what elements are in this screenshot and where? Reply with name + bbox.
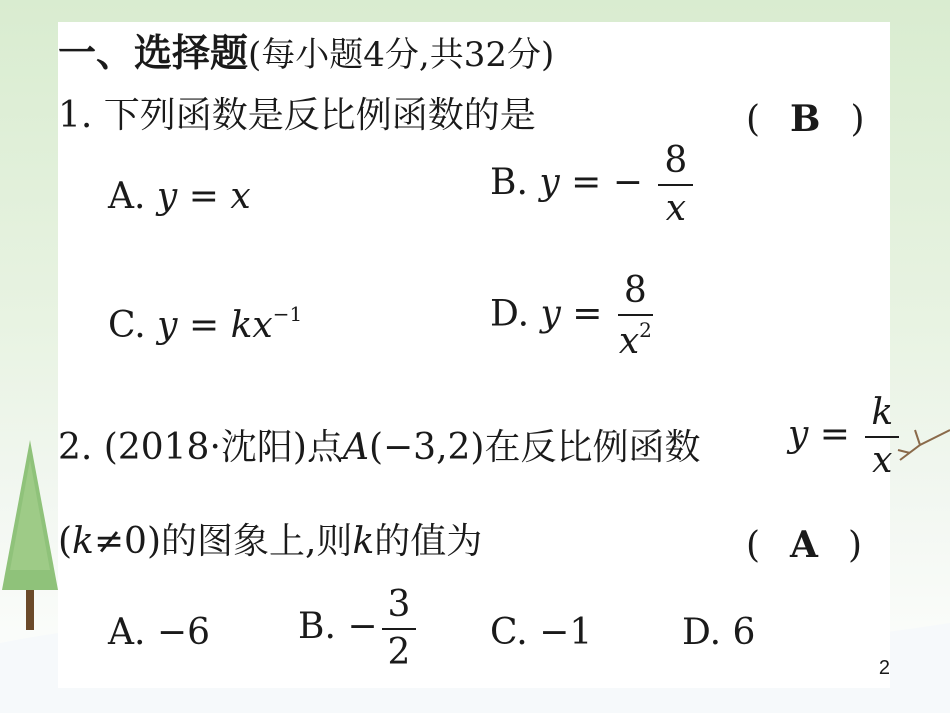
q1-option-c-rhs: kx — [230, 305, 273, 346]
q1-option-c-y: y — [157, 305, 178, 346]
q1-answer: B — [790, 98, 821, 140]
section-header — [58, 31, 555, 75]
q2-option-c-value: −1 — [539, 612, 593, 653]
q2-option-a — [108, 612, 210, 653]
q2-option-b-label: B. — [298, 605, 336, 647]
q1-stem: 1. 下列函数是反比例函数的是 — [58, 95, 536, 136]
q2-denominator: x — [872, 439, 893, 481]
q2-condition: ≠0)的图象上,则 — [93, 521, 353, 562]
q2-answer: A — [790, 524, 818, 566]
q2-option-b-sign: − — [347, 605, 378, 647]
q2-option-b — [298, 586, 416, 672]
q1-option-b-label: B. — [490, 161, 528, 203]
q2-k-second: k — [352, 521, 375, 562]
q1-option-b-y: y — [539, 161, 560, 203]
q2-stem-text: 在反比例函数 — [484, 427, 701, 468]
q1-option-a-label: A. — [108, 176, 146, 217]
q2-function-eq: = — [819, 413, 850, 455]
q1-option-a-eq: = — [188, 176, 219, 217]
q2-option-d-label: D. — [682, 612, 722, 653]
q2-stem-line1 — [58, 427, 701, 468]
q2-point: A — [342, 427, 369, 468]
q2-stem-line2 — [58, 521, 483, 562]
q2-k: k — [72, 521, 94, 562]
q2-numerator: k — [865, 394, 899, 438]
q2-coords: (−3,2) — [368, 427, 485, 468]
q1-option-b-eq: = − — [571, 161, 643, 203]
q1-option-c-exponent: −1 — [272, 302, 303, 326]
q1-option-c-eq: = — [188, 305, 220, 346]
q2-option-b-fraction — [382, 586, 417, 672]
q2-answer-bracket — [746, 524, 862, 566]
q1-option-b-denominator: x — [665, 187, 686, 229]
q1-option-d-numerator: 8 — [618, 272, 653, 316]
q2-function-y: y — [788, 413, 809, 455]
q1-option-b — [490, 142, 693, 228]
q2-stem-end: 的值为 — [374, 521, 483, 562]
q2-cond-open: ( — [58, 521, 73, 562]
q1-option-d-label: D. — [490, 293, 530, 335]
section-title: 一、选择题 — [58, 31, 249, 75]
q2-source: 2. (2018·沈阳)点 — [58, 427, 343, 468]
q2-option-a-label: A. — [108, 612, 146, 653]
page-number: 2 — [878, 657, 890, 679]
q1-option-a — [108, 176, 251, 217]
q1-option-d — [490, 272, 653, 361]
q1-option-a-rhs: x — [230, 176, 251, 217]
q2-option-a-value: −6 — [156, 612, 210, 653]
q2-option-c-label: C. — [490, 612, 528, 653]
q2-option-d-value: 6 — [732, 612, 756, 653]
q1-option-d-fraction — [618, 272, 653, 361]
q1-option-b-fraction — [658, 142, 693, 228]
q2-option-d — [682, 612, 755, 653]
q2-option-b-numerator: 3 — [382, 586, 417, 630]
q1-option-d-exponent: 2 — [639, 317, 652, 342]
section-note: (每小题4分,共32分) — [248, 35, 555, 75]
q1-option-d-y: y — [540, 293, 561, 335]
q2-paren-open: ( — [746, 525, 761, 566]
q2-function — [788, 394, 899, 480]
q2-paren-close: ) — [847, 525, 863, 566]
worksheet-page — [58, 22, 894, 688]
q1-option-c-label: C. — [108, 305, 146, 346]
q1-option-b-numerator: 8 — [658, 142, 693, 186]
q1-option-d-denominator: x — [618, 320, 640, 362]
q1-answer-bracket — [746, 98, 865, 140]
q1-paren-open: ( — [746, 99, 761, 140]
q2-option-b-denominator: 2 — [387, 631, 411, 673]
q1-paren-close: ) — [850, 99, 865, 140]
q2-option-c — [490, 612, 592, 653]
q1-option-a-y: y — [156, 176, 178, 217]
q2-fraction — [865, 394, 899, 480]
q1-option-d-eq: = — [572, 293, 603, 335]
q1-option-c — [108, 302, 302, 346]
